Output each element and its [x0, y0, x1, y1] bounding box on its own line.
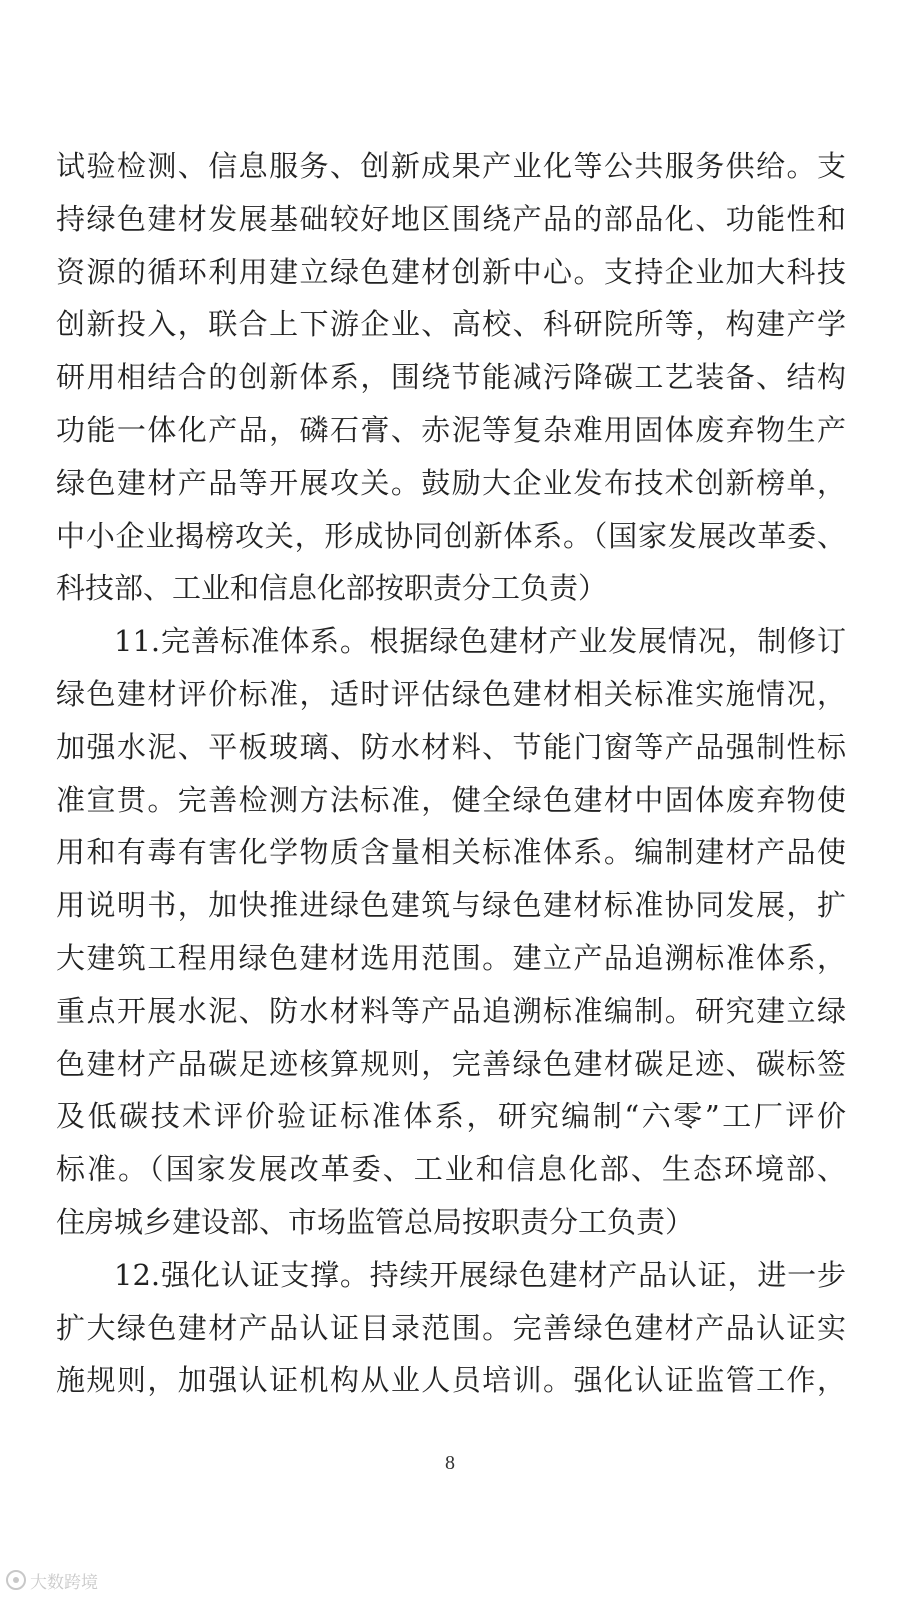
- text-line: 创新投入，联合上下游企业、高校、科研院所等，构建产学: [56, 307, 846, 342]
- text-line: 绿色建材评价标准，适时评估绿色建材相关标准实施情况，: [56, 676, 846, 711]
- page-number: 8: [445, 1452, 455, 1474]
- text-line: 试验检测、信息服务、创新成果产业化等公共服务供给。支: [56, 149, 846, 183]
- text-line: 大建筑工程用绿色建材选用范围。建立产品追溯标准体系，: [56, 940, 846, 975]
- section-heading-line: 12.强化认证支撑。持续开展绿色建材产品认证，进一步: [114, 1257, 846, 1292]
- text-line: 用和有毒有害化学物质含量相关标准体系。编制建材产品使: [56, 835, 846, 870]
- text-line: 施规则，加强认证机构从业人员培训。强化认证监管工作，: [56, 1363, 846, 1398]
- text-line: 住房城乡建设部、市场监管总局按职责分工负责）: [56, 1204, 695, 1239]
- text-line: 中小企业揭榜攻关，形成协同创新体系。（国家发展改革委、: [56, 518, 846, 553]
- text-line: 持绿色建材发展基础较好地区围绕产品的部品化、功能性和: [56, 201, 846, 236]
- text-line: 用说明书，加快推进绿色建筑与绿色建材标准协同发展，扩: [56, 888, 846, 923]
- text-line: 绿色建材产品等开展攻关。鼓励大企业发布技术创新榜单，: [56, 465, 846, 500]
- text-line: 加强水泥、平板玻璃、防水材料、节能门窗等产品强制性标: [56, 729, 846, 764]
- text-line: 研用相结合的创新体系，围绕节能减污降碳工艺装备、结构: [56, 360, 846, 395]
- text-line: 色建材产品碳足迹核算规则，完善绿色建材碳足迹、碳标签: [56, 1046, 846, 1081]
- text-line: 资源的循环利用建立绿色建材创新中心。支持企业加大科技: [56, 254, 846, 289]
- text-line: 功能一体化产品，磷石膏、赤泥等复杂难用固体废弃物生产: [56, 412, 846, 447]
- text-line: 科技部、工业和信息化部按职责分工负责）: [56, 571, 608, 606]
- text-line: 及低碳技术评价验证标准体系，研究编制“六零”工厂评价: [56, 1099, 846, 1134]
- watermark-text: 大数跨境: [30, 1572, 98, 1593]
- text-line: 扩大绿色建材产品认证目录范围。完善绿色建材产品认证实: [56, 1310, 846, 1345]
- text-line: 重点开展水泥、防水材料等产品追溯标准编制。研究建立绿: [56, 993, 846, 1028]
- body-text: [56, 140, 846, 1407]
- text-line: 标准。（国家发展改革委、工业和信息化部、生态环境部、: [56, 1152, 846, 1187]
- watermark: [6, 1566, 98, 1594]
- text-line: 准宣贯。完善检测方法标准，健全绿色建材中固体废弃物使: [56, 782, 846, 817]
- watermark-logo-icon: [6, 1570, 26, 1590]
- section-heading-line: 11.完善标准体系。根据绿色建材产业发展情况，制修订: [114, 624, 846, 659]
